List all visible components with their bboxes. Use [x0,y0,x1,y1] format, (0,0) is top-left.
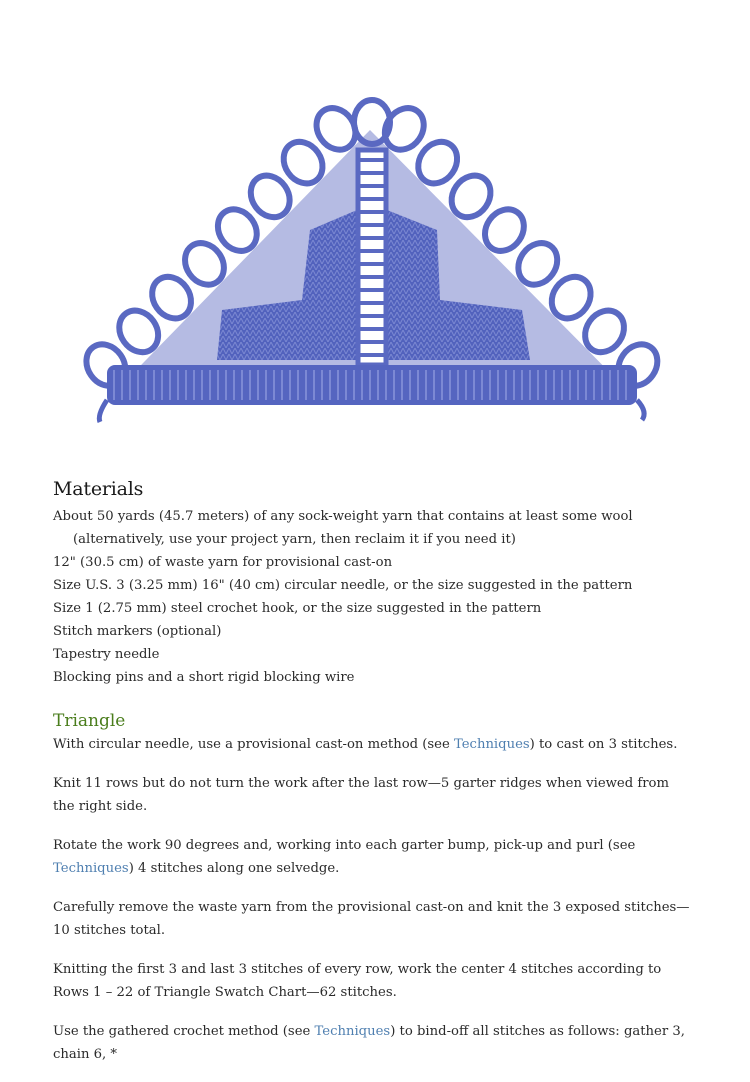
techniques-link[interactable]: Techniques [453,737,530,752]
text: ) 4 stitches along one selvedge. [128,861,340,876]
pattern-text [53,478,693,1082]
instruction-pick-up [53,834,693,880]
material-item: Size 1 (2.75 mm) steel crochet hook, or the size suggested in the pattern [53,601,542,616]
material-item: Size U.S. 3 (3.25 mm) 16" (40 cm) circular needle, or the size suggested in the pattern [53,578,633,593]
text: ) to cast on 3 stitches. [529,737,678,752]
materials-list [53,505,693,689]
material-item: Blocking pins and a short rigid blocking wire [53,670,355,685]
knitted-triangle-photo [52,60,698,460]
material-item: About 50 yards (45.7 meters) of any sock-weight yarn that contains at least some wool (alternatively, use your project yarn, then reclaim it if you need it) [53,509,633,547]
instruction-cast-on [53,733,693,756]
instruction-knit-rows: Knit 11 rows but do not turn the work after the last row—5 garter ridges when viewed from the right side. [53,776,669,814]
text: With circular needle, use a provisional cast-on method (see [53,737,454,752]
instruction-bind-off [53,1020,693,1066]
text: Use the gathered crochet method (see [53,1024,315,1039]
material-item: 12" (30.5 cm) of waste yarn for provisional cast-on [53,555,393,570]
text: ) to bind-off all stitches as follows: gather 3, chain 6, * [53,1024,685,1062]
instruction-chart: Knitting the first 3 and last 3 stitches of every row, work the center 4 stitches according to Rows 1 – 22 of Triangle Swatch Chart—62 stitches. [53,962,662,1000]
triangle-heading: Triangle [53,711,126,731]
material-item: Stitch markers (optional) [53,624,222,639]
materials-heading: Materials [53,478,144,500]
instruction-remove-waste: Carefully remove the waste yarn from the provisional cast-on and knit the 3 exposed stitches—10 stitches total. [53,900,690,938]
material-item: Tapestry needle [53,647,160,662]
text: Rotate the work 90 degrees and, working into each garter bump, pick-up and purl (see [53,838,636,853]
techniques-link[interactable]: Techniques [53,861,129,876]
techniques-link[interactable]: Techniques [314,1024,391,1039]
